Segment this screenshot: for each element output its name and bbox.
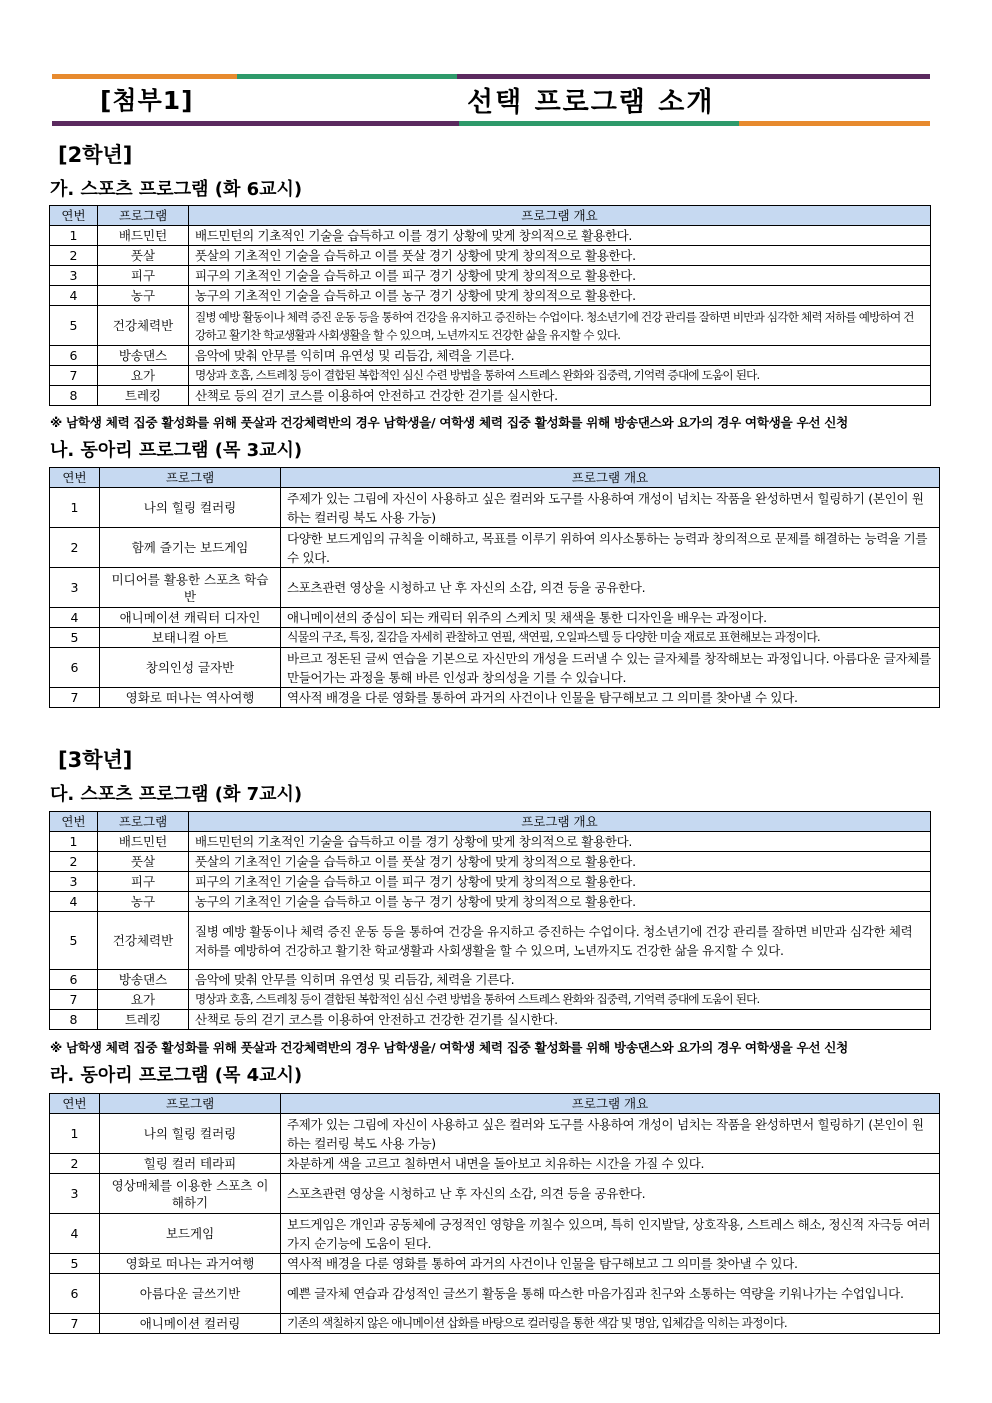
- row-program: 영화로 떠나는 과거여행: [100, 1254, 281, 1274]
- row-desc: 차분하게 색을 고르고 칠하면서 내면을 돌아보고 치유하는 시간을 가질 수 있다.: [281, 1154, 940, 1174]
- table-row: [50, 648, 940, 688]
- row-program: 애니메이션 캐릭터 디자인: [100, 608, 281, 628]
- table-row: [50, 366, 931, 386]
- row-no: 5: [50, 628, 100, 648]
- row-no: 7: [50, 1314, 100, 1334]
- table-row: [50, 568, 940, 608]
- row-no: 2: [50, 528, 100, 568]
- row-no: 2: [50, 852, 98, 872]
- row-no: 4: [50, 892, 98, 912]
- row-no: 2: [50, 1154, 100, 1174]
- row-no: 3: [50, 266, 98, 286]
- table-row: [50, 246, 931, 266]
- row-desc: 질병 예방 활동이나 체력 증진 운동 등을 통하여 건강을 유지하고 증진하는 수업이다. 청소년기에 건강 관리를 잘하면 비만과 심각한 체력 저하를 예방하여 건강하고 활기찬 학교생활과 사회생활을 할 수 있으며, 노년까지도 건강한 삶을 유지할 수 있다.: [189, 306, 931, 346]
- grade3-heading: [3학년]: [58, 748, 133, 772]
- table-row: [50, 226, 931, 246]
- row-desc: 산책로 등의 걷기 코스를 이용하여 안전하고 건강한 걷기를 실시한다.: [189, 1010, 931, 1030]
- grade2-heading: [2학년]: [58, 143, 133, 167]
- row-program: 애니메이션 컬러링: [100, 1314, 281, 1334]
- header-top-bar-orange: [52, 74, 237, 79]
- row-program: 트레킹: [98, 1010, 189, 1030]
- row-desc: 농구의 기초적인 기술을 습득하고 이를 농구 경기 상황에 맞게 창의적으로 활용한다.: [189, 286, 931, 306]
- col-header-summary: 프로그램 개요: [281, 1094, 940, 1114]
- grade3-clubs-table: [49, 1093, 940, 1334]
- row-no: 3: [50, 1174, 100, 1214]
- row-program: 트레킹: [98, 386, 189, 406]
- table-row: [50, 1254, 940, 1274]
- row-no: 3: [50, 872, 98, 892]
- table-row: [50, 990, 931, 1010]
- grade3-sports-table: [49, 811, 931, 1030]
- col-header-program: 프로그램: [98, 206, 189, 226]
- attachment-label: [첨부1]: [100, 86, 194, 115]
- page-title: 선택 프로그램 소개: [467, 87, 715, 118]
- row-desc: 보드게임은 개인과 공동체에 긍정적인 영향을 끼칠수 있으며, 특히 인지발달, 상호작용, 스트레스 해소, 정신적 자극등 여러 가지 순기능에 도움이 된다.: [281, 1214, 940, 1254]
- row-no: 8: [50, 386, 98, 406]
- table-row: [50, 832, 931, 852]
- col-header-summary: 프로그램 개요: [189, 206, 931, 226]
- grade3-sports-note: ※ 남학생 체력 집중 활성화를 위해 풋살과 건강체력반의 경우 남학생을/ 여학생 체력 집중 활성화를 위해 방송댄스와 요가의 경우 여학생을 우선 신청: [50, 1040, 849, 1055]
- grade2-clubs-title: 나. 동아리 프로그램 (목 3교시): [50, 440, 303, 461]
- row-program: 농구: [98, 286, 189, 306]
- row-desc: 주제가 있는 그림에 자신이 사용하고 싶은 컬러와 도구를 사용하여 개성이 넘치는 작품을 완성하면서 힐링하기 (본인이 원하는 컬러링 북도 사용 가능): [281, 1114, 940, 1154]
- grade2-sports-table: [49, 205, 931, 406]
- row-program: 요가: [98, 990, 189, 1010]
- row-no: 4: [50, 608, 100, 628]
- table-row: [50, 1214, 940, 1254]
- header-top-bar-green: [237, 74, 457, 79]
- row-no: 1: [50, 1114, 100, 1154]
- row-program: 피구: [98, 266, 189, 286]
- row-desc: 스포츠관련 영상을 시청하고 난 후 자신의 소감, 의견 등을 공유한다.: [281, 568, 940, 608]
- row-desc: 산책로 등의 걷기 코스를 이용하여 안전하고 건강한 걷기를 실시한다.: [189, 386, 931, 406]
- row-desc: 풋살의 기초적인 기술을 습득하고 이를 풋살 경기 상황에 맞게 창의적으로 활용한다.: [189, 852, 931, 872]
- header-bottom-bar-purple: [52, 121, 459, 126]
- row-program: 미디어를 활용한 스포츠 학습반: [100, 568, 281, 608]
- row-program: 건강체력반: [98, 306, 189, 346]
- row-desc: 바르고 정돈된 글씨 연습을 기본으로 자신만의 개성을 드러낼 수 있는 글자체를 창작해보는 과정입니다. 아름다운 글자체를 만들어가는 과정을 통해 바른 인성과 창의성을 기를 수 있습니다.: [281, 648, 940, 688]
- row-program: 아름다운 글쓰기반: [100, 1274, 281, 1314]
- row-no: 7: [50, 990, 98, 1010]
- col-header-no: 연번: [50, 812, 98, 832]
- col-header-no: 연번: [50, 1094, 100, 1114]
- col-header-program: 프로그램: [100, 468, 281, 488]
- row-desc: 농구의 기초적인 기술을 습득하고 이를 농구 경기 상황에 맞게 창의적으로 활용한다.: [189, 892, 931, 912]
- row-no: 5: [50, 912, 98, 970]
- row-desc: 예쁜 글자체 연습과 감성적인 글쓰기 활동을 통해 따스한 마음가짐과 친구와 소통하는 역량을 키워나가는 수업입니다.: [281, 1274, 940, 1314]
- row-no: 1: [50, 488, 100, 528]
- table-row: [50, 1010, 931, 1030]
- row-desc: 풋살의 기초적인 기술을 습득하고 이를 풋살 경기 상황에 맞게 창의적으로 활용한다.: [189, 246, 931, 266]
- row-program: 풋살: [98, 246, 189, 266]
- row-desc: 명상과 호흡, 스트레칭 등이 결합된 복합적인 심신 수련 방법을 통하여 스트레스 완화와 집중력, 기억력 증대에 도움이 된다.: [189, 990, 931, 1010]
- table-row: [50, 970, 931, 990]
- row-program: 힐링 컬러 테라피: [100, 1154, 281, 1174]
- row-program: 방송댄스: [98, 970, 189, 990]
- row-no: 6: [50, 648, 100, 688]
- table-row: [50, 528, 940, 568]
- row-no: 6: [50, 970, 98, 990]
- row-desc: 피구의 기초적인 기술을 습득하고 이를 피구 경기 상황에 맞게 창의적으로 활용한다.: [189, 872, 931, 892]
- row-no: 4: [50, 1214, 100, 1254]
- row-program: 요가: [98, 366, 189, 386]
- row-no: 6: [50, 346, 98, 366]
- row-desc: 주제가 있는 그림에 자신이 사용하고 싶은 컬러와 도구를 사용하여 개성이 넘치는 작품을 완성하면서 힐링하기 (본인이 원하는 컬러링 북도 사용 가능): [281, 488, 940, 528]
- row-desc: 식물의 구조, 특징, 질감을 자세히 관찰하고 연필, 색연필, 오일파스텔 등 다양한 미술 재료로 표현해보는 과정이다.: [281, 628, 940, 648]
- grade3-sports-title: 다. 스포츠 프로그램 (화 7교시): [50, 784, 303, 805]
- header-bottom-bar-orange: [739, 121, 930, 126]
- row-program: 방송댄스: [98, 346, 189, 366]
- table-row: [50, 386, 931, 406]
- table-row: [50, 286, 931, 306]
- col-header-program: 프로그램: [100, 1094, 281, 1114]
- col-header-no: 연번: [50, 206, 98, 226]
- table-row: [50, 1174, 940, 1214]
- row-program: 배드민턴: [98, 226, 189, 246]
- row-program: 창의인성 글자반: [100, 648, 281, 688]
- row-desc: 질병 예방 활동이나 체력 증진 운동 등을 통하여 건강을 유지하고 증진하는 수업이다. 청소년기에 건강 관리를 잘하면 비만과 심각한 체력 저하를 예방하여 건강하고 활기찬 학교생활과 사회생활을 할 수 있으며, 노년까지도 건강한 삶을 유지할 수 있다.: [189, 912, 931, 970]
- table-row: [50, 1274, 940, 1314]
- table-row: [50, 1154, 940, 1174]
- row-program: 나의 힐링 컬러링: [100, 488, 281, 528]
- row-program: 보태니컬 아트: [100, 628, 281, 648]
- row-no: 1: [50, 226, 98, 246]
- row-program: 배드민턴: [98, 832, 189, 852]
- row-no: 2: [50, 246, 98, 266]
- row-program: 영화로 떠나는 역사여행: [100, 688, 281, 708]
- table-row: [50, 608, 940, 628]
- table-row: [50, 1314, 940, 1334]
- row-desc: 배드민턴의 기초적인 기술을 습득하고 이를 경기 상황에 맞게 창의적으로 활용한다.: [189, 832, 931, 852]
- row-desc: 다양한 보드게임의 규칙을 이해하고, 목표를 이루기 위하여 의사소통하는 능력과 창의적으로 문제를 해결하는 능력을 기를 수 있다.: [281, 528, 940, 568]
- row-program: 영상매체를 이용한 스포츠 이해하기: [100, 1174, 281, 1214]
- row-program: 풋살: [98, 852, 189, 872]
- row-no: 3: [50, 568, 100, 608]
- table-row: [50, 306, 931, 346]
- row-no: 8: [50, 1010, 98, 1030]
- table-row: [50, 872, 931, 892]
- col-header-no: 연번: [50, 468, 100, 488]
- row-no: 5: [50, 1254, 100, 1274]
- row-desc: 명상과 호흡, 스트레칭 등이 결합된 복합적인 심신 수련 방법을 통하여 스트레스 완화와 집중력, 기억력 증대에 도움이 된다.: [189, 366, 931, 386]
- table-row: [50, 912, 931, 970]
- row-desc: 역사적 배경을 다룬 영화를 통하여 과거의 사건이나 인물을 탐구해보고 그 의미를 찾아낼 수 있다.: [281, 1254, 940, 1274]
- row-program: 피구: [98, 872, 189, 892]
- row-program: 함께 즐기는 보드게임: [100, 528, 281, 568]
- header-top-bar-purple: [457, 74, 930, 79]
- table-row: [50, 346, 931, 366]
- grade2-sports-title: 가. 스포츠 프로그램 (화 6교시): [50, 179, 303, 200]
- row-no: 5: [50, 306, 98, 346]
- col-header-summary: 프로그램 개요: [189, 812, 931, 832]
- row-no: 4: [50, 286, 98, 306]
- grade2-clubs-table: [49, 467, 940, 708]
- row-program: 농구: [98, 892, 189, 912]
- row-program: 나의 힐링 컬러링: [100, 1114, 281, 1154]
- row-desc: 애니메이션의 중심이 되는 캐릭터 위주의 스케치 및 채색을 통한 디자인을 배우는 과정이다.: [281, 608, 940, 628]
- grade3-clubs-title: 라. 동아리 프로그램 (목 4교시): [50, 1065, 303, 1086]
- row-desc: 피구의 기초적인 기술을 습득하고 이를 피구 경기 상황에 맞게 창의적으로 활용한다.: [189, 266, 931, 286]
- table-row: [50, 688, 940, 708]
- row-desc: 음악에 맞춰 안무를 익히며 유연성 및 리듬감, 체력을 기른다.: [189, 970, 931, 990]
- row-no: 7: [50, 366, 98, 386]
- col-header-summary: 프로그램 개요: [281, 468, 940, 488]
- col-header-program: 프로그램: [98, 812, 189, 832]
- row-no: 6: [50, 1274, 100, 1314]
- row-desc: 배드민턴의 기초적인 기술을 습득하고 이를 경기 상황에 맞게 창의적으로 활용한다.: [189, 226, 931, 246]
- table-row: [50, 852, 931, 872]
- row-no: 7: [50, 688, 100, 708]
- row-no: 1: [50, 832, 98, 852]
- table-row: [50, 628, 940, 648]
- row-program: 건강체력반: [98, 912, 189, 970]
- document-header: [52, 74, 930, 126]
- row-desc: 역사적 배경을 다룬 영화를 통하여 과거의 사건이나 인물을 탐구해보고 그 의미를 찾아낼 수 있다.: [281, 688, 940, 708]
- table-row: [50, 266, 931, 286]
- row-program: 보드게임: [100, 1214, 281, 1254]
- table-row: [50, 488, 940, 528]
- table-row: [50, 1114, 940, 1154]
- row-desc: 스포츠관련 영상을 시청하고 난 후 자신의 소감, 의견 등을 공유한다.: [281, 1174, 940, 1214]
- header-bottom-bar-green: [459, 121, 739, 126]
- grade2-sports-note: ※ 남학생 체력 집중 활성화를 위해 풋살과 건강체력반의 경우 남학생을/ 여학생 체력 집중 활성화를 위해 방송댄스와 요가의 경우 여학생을 우선 신청: [50, 415, 849, 430]
- row-desc: 음악에 맞춰 안무를 익히며 유연성 및 리듬감, 체력을 기른다.: [189, 346, 931, 366]
- row-desc: 기존의 색칠하지 않은 애니메이션 삽화를 바탕으로 컬러링을 통한 색감 및 명암, 입체감을 익히는 과정이다.: [281, 1314, 940, 1334]
- table-row: [50, 892, 931, 912]
